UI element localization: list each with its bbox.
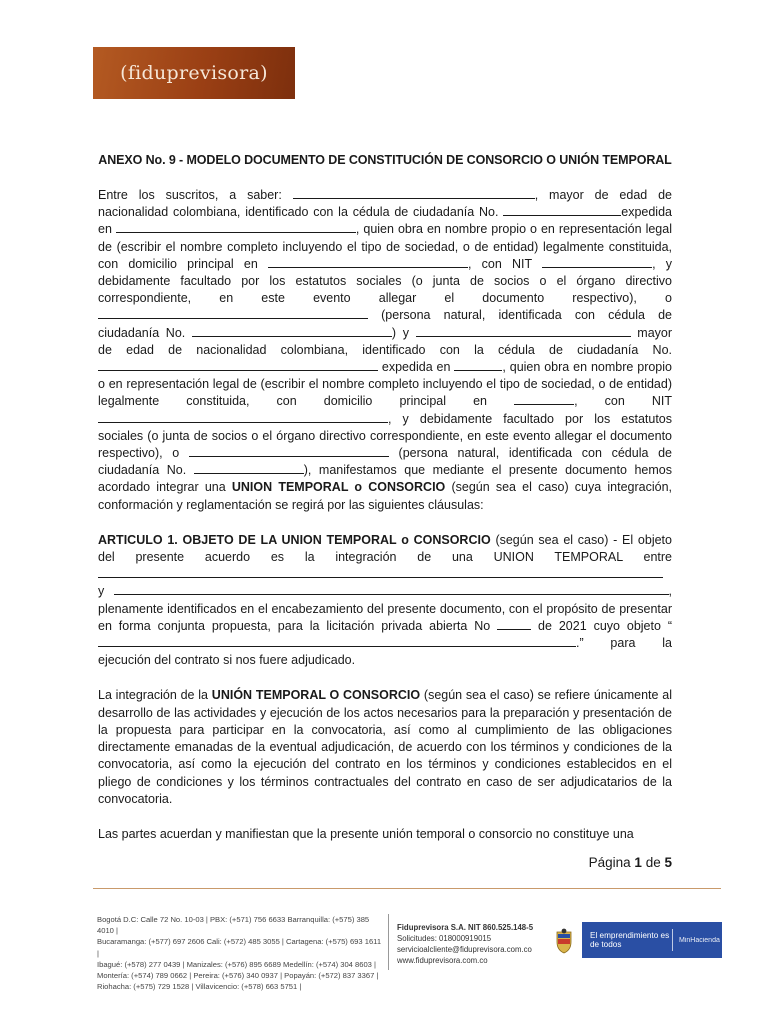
footer-offices: Bogotá D.C: Calle 72 No. 10-03 | PBX: (+571) 756 6633 Barranquilla: (+575) 385 4010 | Bucaramanga: (+577) 697 2606 Cali: (+572) 485 3055 | Cartagena: (+575) 693 1611 | Ibagué: (+578) 277 0439 | Manizales: (+576) 895 6689 Medellín: (+574) 304 8603 | Montería: (+574) 789 0662 | Pereira: (+576) 340 0937 | Popayán: (+572) 837 3367 | Riohacha: (+575) 729 1528 | Villavicencio: (+578) 663 5751 | (97, 915, 382, 992)
fiduprevisora-logo (93, 47, 295, 99)
government-banner: El emprendimiento es de todos MinHacienda (582, 922, 722, 958)
blank-line (98, 566, 663, 578)
blank-line (114, 583, 669, 595)
blank-line (293, 187, 535, 199)
union-consorcio-bold: UNION TEMPORAL o CONSORCIO (231, 480, 446, 495)
blank-line (514, 393, 574, 405)
paragraph-parties: Entre los suscritos, a saber: , mayor de edad de nacionalidad colombiana, identificado con la cédula de ciudadanía No. expedida en , quien obra en nombre propio o en representación legal de (escribir el nombre completo incluyendo el tipo de sociedad, o de entidad) legalmente constituida, con domicilio principal en , con NIT , y debidamente facultado por los estatutos sociales (o junta de socios o el órgano directivo correspondiente, en este evento allegar el documento respectivo), o (persona natural, identificada con cédula de ciudadanía No. ) y mayor de edad de nacionalidad colombiana, identificado con la cédula de ciudadanía No. expedida en , quien obra en nombre propio o en representación legal de (escribir el nombre completo incluyendo el tipo de sociedad, o de entidad) legalmente constituida, con domicilio principal en , con NIT , y debidamente facultado por los estatutos sociales (o junta de socios o el órgano directivo correspondiente, en este evento allegar el documento respectivo), o (persona natural, identificada con cédula de ciudadanía No. ), manifestamos que mediante el presente documento hemos acordado integrar una UNION TEMPORAL o CONSORCIO (según sea el caso) cuya integración, conformación y reglamentación se regirá por las siguientes cláusulas: (98, 188, 673, 512)
colombia-crest-icon (553, 928, 575, 954)
logo-text: (fiduprevisora) (120, 62, 268, 84)
blank-line (194, 462, 304, 474)
footer-separator (388, 914, 389, 970)
union-temporal-bold: UNIÓN TEMPORAL O CONSORCIO (211, 688, 421, 703)
blank-line (98, 307, 368, 319)
document-body (98, 187, 672, 843)
article-1-heading: ARTICULO 1. OBJETO DE LA UNION TEMPORAL o CONSORCIO (98, 532, 491, 547)
blank-line (542, 256, 652, 268)
page-number: Página 1 de 5 (588, 855, 672, 870)
blank-line (416, 325, 631, 337)
paragraph-parties-agree: Las partes acuerdan y manifiestan que la presente unión temporal o consorcio no constituye una (98, 826, 634, 841)
blank-line (503, 204, 621, 216)
blank-line (98, 411, 388, 423)
blank-line (189, 445, 389, 457)
footer-contact: Fiduprevisora S.A. NIT 860.525.148-5 Solicitudes: 018000919015 servicioalcliente@fiduprevisora.com.co www.fiduprevisora.com.co (397, 923, 534, 965)
blank-line (98, 635, 576, 647)
blank-line (454, 359, 502, 371)
paragraph-article-1: ARTICULO 1. OBJETO DE LA UNION TEMPORAL o CONSORCIO (según sea el caso) - El objeto del presente acuerdo es la integración de una UNION TEMPORAL entre y , plenamente identificados en el encabezamiento del presente documento, con el propósito de presentar en forma conjunta propuesta, para la licitación privada abierta No de 2021 cuyo objeto “.” para la ejecución del contrato si nos fuere adjudicado. (98, 532, 673, 668)
blank-line (192, 325, 392, 337)
footer-divider (93, 888, 721, 889)
blank-line (268, 256, 468, 268)
blank-line (98, 359, 378, 371)
paragraph-integration: La integración de la UNIÓN TEMPORAL O CONSORCIO (según sea el caso) se refiere únicamente al desarrollo de las actividades y ejecución de los actos necesarios para la preparación y presentación de la propuesta para participar en la convocatoria, así como al cumplimiento de las obligaciones directamente emanadas de la eventual adjudicación, de acuerdo con los términos y condiciones de la convocatoria, así como la ejecución del contrato en los términos y condiciones establecidos en el pliego de condiciones y los términos contractuales del contrato en caso de ser adjudicatarios de la convocatoria. (98, 688, 672, 806)
document-title: ANEXO No. 9 - MODELO DOCUMENTO DE CONSTITUCIÓN DE CONSORCIO O UNIÓN TEMPORAL (98, 153, 672, 167)
blank-line (497, 618, 531, 630)
blank-line (116, 221, 356, 233)
